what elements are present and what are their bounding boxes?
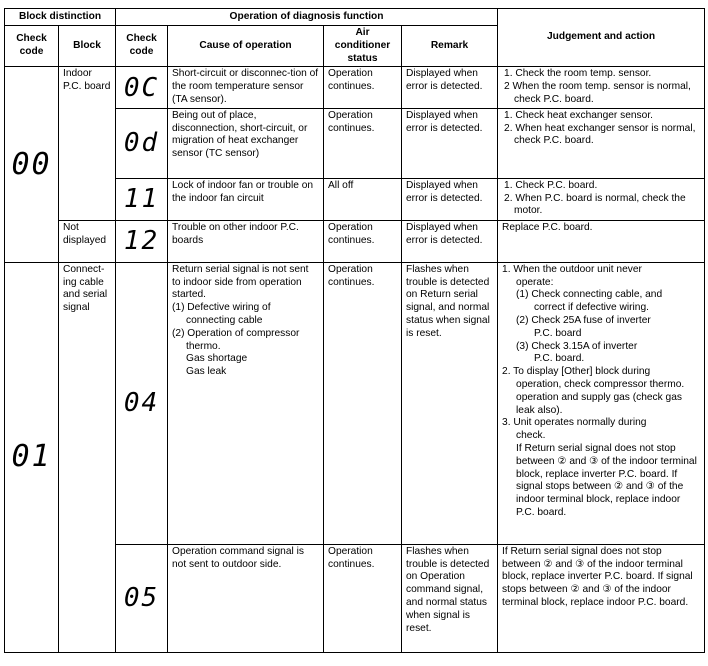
remark-cell: Flashes when trouble is detected on Return serial signal, and normal status when signal is reset. bbox=[402, 262, 498, 544]
diagnosis-table-wrapper bbox=[4, 8, 704, 653]
judgement-line: 2 When the room temp. sensor is normal, check P.C. board. bbox=[504, 81, 691, 105]
table-row bbox=[5, 262, 705, 544]
header-block: Block bbox=[59, 26, 116, 67]
judgement-line: check. bbox=[516, 430, 546, 442]
judgement-line: operation, check compressor thermo. operation and supply gas (check gas leak also). bbox=[516, 378, 685, 416]
status-cell: Operation continues. bbox=[324, 262, 402, 544]
judgement-line: 1. When the outdoor unit never bbox=[502, 263, 642, 275]
judgement-line: 1. Check the room temp. sensor. bbox=[504, 68, 652, 80]
group-check-code: 01 bbox=[5, 262, 59, 652]
status-cell: All off bbox=[324, 178, 402, 220]
cause-line: Return serial signal is not sent to indoor side from operation started. bbox=[172, 263, 309, 301]
cause-line: (2) Operation of compressor bbox=[172, 327, 300, 339]
judgement-line: 1. Check heat exchanger sensor. bbox=[504, 109, 653, 121]
judgement-cell: If Return serial signal does not stop between ② and ③ of the indoor terminal block, replace inverter P.C. board. If signal stops between ② and ③ of the indoor terminal block, replace indoor P.C. board. bbox=[498, 544, 705, 652]
check-code-display: 0d bbox=[116, 108, 168, 178]
header-operation-of-diagnosis: Operation of diagnosis function bbox=[116, 9, 498, 26]
table-row bbox=[5, 220, 705, 262]
cause-cell: Being out of place, disconnection, short-circuit, or migration of heat exchanger sensor (TC sensor) bbox=[168, 108, 324, 178]
judgement-line: If Return serial signal does not stop between ② and ③ of the indoor terminal block, replace inverter P.C. board. If signal stops between ② and ③ of the indoor terminal block, replace indoor P.C. board. bbox=[516, 442, 697, 518]
diagnosis-table bbox=[4, 8, 705, 653]
cause-cell: Short-circuit or disconnec-tion of the room temperature sensor (TA sensor). bbox=[168, 67, 324, 108]
judgement-line: 2. When heat exchanger sensor is normal, check P.C. board. bbox=[504, 122, 696, 147]
remark-cell: Displayed when error is detected. bbox=[402, 220, 498, 262]
header-air-conditioner-status: Air conditioner status bbox=[324, 26, 402, 67]
group-check-code: 00 bbox=[5, 67, 59, 262]
table-row bbox=[5, 67, 705, 108]
judgement-line: P.C. board bbox=[534, 327, 582, 339]
judgement-cell bbox=[498, 108, 705, 178]
header-judgement-and-action: Judgement and action bbox=[498, 9, 705, 67]
header-remark: Remark bbox=[402, 26, 498, 67]
cause-line: Gas leak bbox=[186, 366, 227, 378]
judgement-line: (1) Check connecting cable, and bbox=[516, 289, 663, 301]
remark-cell: Displayed when error is detected. bbox=[402, 108, 498, 178]
judgement-cell: Replace P.C. board. bbox=[498, 220, 705, 262]
remark-cell: Flashes when trouble is detected on Operation command signal, and normal status when signal is reset. bbox=[402, 544, 498, 652]
block-indoor-pc-board: Indoor P.C. board bbox=[59, 67, 116, 220]
header-check-code: Check code bbox=[5, 26, 59, 67]
remark-cell: Displayed when error is detected. bbox=[402, 178, 498, 220]
check-code-display: 0C bbox=[116, 67, 168, 108]
judgement-cell bbox=[498, 262, 705, 544]
cause-cell: Lock of indoor fan or trouble on the indoor fan circuit bbox=[168, 178, 324, 220]
judgement-line: correct if defective wiring. bbox=[534, 302, 649, 314]
header-block-distinction: Block distinction bbox=[5, 9, 116, 26]
judgement-line: 2. When P.C. board is normal, check the motor. bbox=[504, 192, 686, 217]
block-connecting-cable: Connect-ing cable and serial signal bbox=[59, 262, 116, 652]
check-code-display: 11 bbox=[116, 178, 168, 220]
block-not-displayed: Not displayed bbox=[59, 220, 116, 262]
cause-line: Gas shortage bbox=[186, 353, 248, 365]
status-cell: Operation continues. bbox=[324, 544, 402, 652]
status-cell: Operation continues. bbox=[324, 220, 402, 262]
cause-cell: Trouble on other indoor P.C. boards bbox=[168, 220, 324, 262]
judgement-line: (2) Check 25A fuse of inverter bbox=[516, 314, 651, 326]
judgement-cell bbox=[498, 178, 705, 220]
header-cause-of-operation: Cause of operation bbox=[168, 26, 324, 67]
check-code-display: 04 bbox=[116, 262, 168, 544]
check-code-display: 05 bbox=[116, 544, 168, 652]
remark-cell: Displayed when error is detected. bbox=[402, 67, 498, 108]
status-cell: Operation continues. bbox=[324, 108, 402, 178]
header-check-code-2: Check code bbox=[116, 26, 168, 67]
judgement-line: 2. To display [Other] block during bbox=[502, 366, 651, 378]
judgement-line: 1. Check P.C. board. bbox=[504, 179, 598, 191]
status-cell: Operation continues. bbox=[324, 67, 402, 108]
cause-cell: Operation command signal is not sent to outdoor side. bbox=[168, 544, 324, 652]
judgement-line: (3) Check 3.15A of inverter bbox=[516, 340, 638, 352]
judgement-line: 3. Unit operates normally during bbox=[502, 417, 647, 429]
check-code-display: 12 bbox=[116, 220, 168, 262]
judgement-line: operate: bbox=[516, 276, 554, 288]
judgement-cell bbox=[498, 67, 705, 108]
cause-line: connecting cable bbox=[186, 314, 263, 326]
cause-line: thermo. bbox=[186, 340, 221, 352]
judgement-line: P.C. board. bbox=[534, 353, 585, 365]
header-row-top bbox=[5, 9, 705, 26]
cause-line: (1) Defective wiring of bbox=[172, 302, 271, 314]
cause-cell bbox=[168, 262, 324, 544]
